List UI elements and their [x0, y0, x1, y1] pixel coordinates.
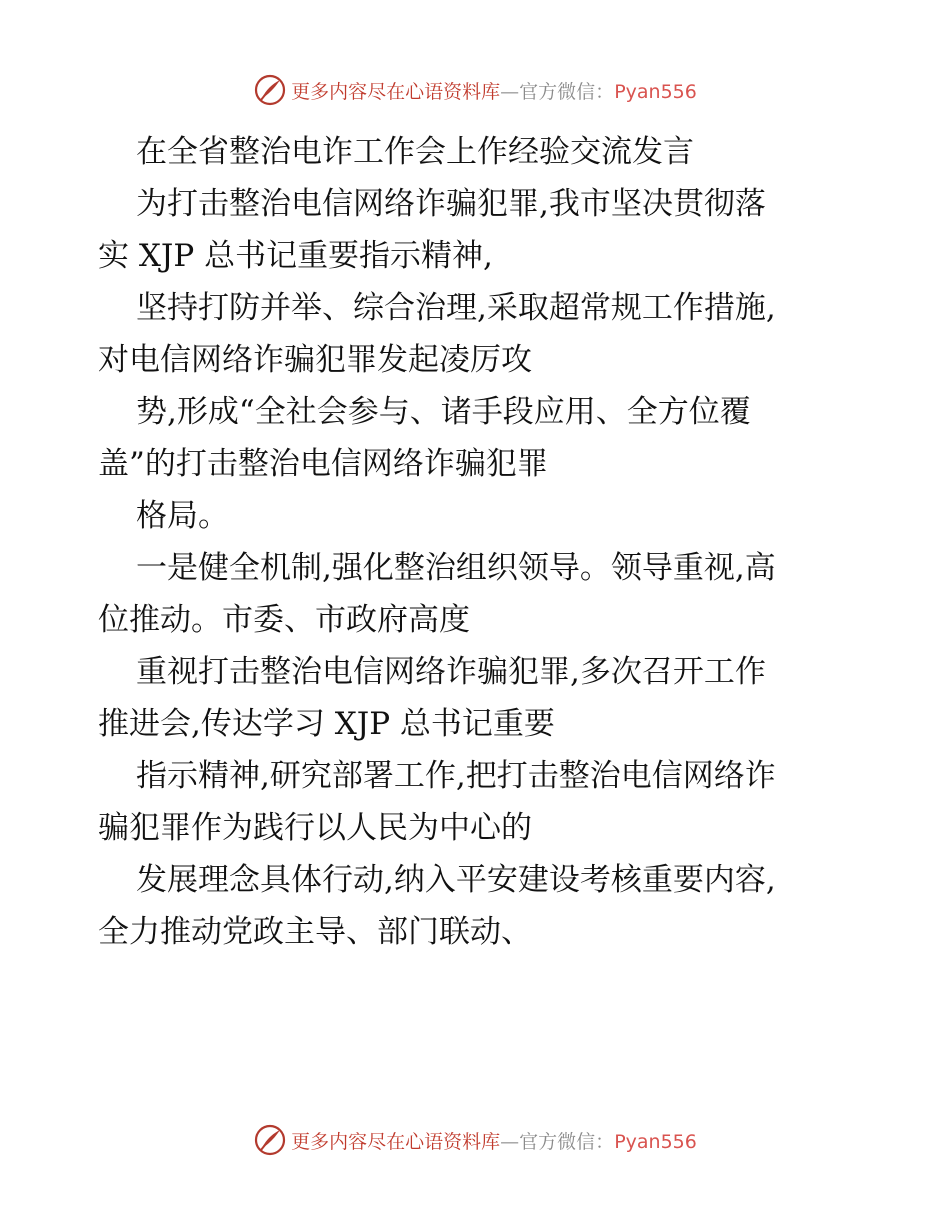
document-line: 重视打击整治电信网络诈骗犯罪,多次召开工作 — [136, 654, 766, 690]
document-line: 在全省整治电诈工作会上作经验交流发言 — [136, 134, 694, 170]
document-line: 盖”的打击整治电信网络诈骗犯罪 — [98, 446, 548, 482]
footer-banner — [0, 1120, 950, 1160]
document-line: 实 XJP 总书记重要指示精神, — [98, 238, 493, 274]
document-line: 推进会,传达学习 XJP 总书记重要 — [98, 706, 555, 742]
banner-official-label: 官方微信： — [519, 1130, 615, 1153]
document-line: 发展理念具体行动,纳入平安建设考核重要内容, — [136, 862, 776, 898]
banner-wechat-id: Pyan556 — [614, 1130, 697, 1153]
banner-text — [291, 1127, 697, 1154]
document-line: 势,形成“全社会参与、诸手段应用、全方位覆 — [136, 394, 751, 430]
document-line: 坚持打防并举、综合治理,采取超常规工作措施, — [136, 290, 776, 326]
banner-dash: — — [500, 1130, 520, 1153]
quill-pen-logo-icon — [253, 73, 287, 107]
banner-text — [291, 77, 697, 104]
document-line: 全力推动党政主导、部门联动、 — [98, 914, 532, 950]
document-line: 对电信网络诈骗犯罪发起凌厉攻 — [98, 342, 532, 378]
document-line: 指示精神,研究部署工作,把打击整治电信网络诈 — [136, 758, 776, 794]
document-line: 为打击整治电信网络诈骗犯罪,我市坚决贯彻落 — [136, 186, 766, 222]
quill-pen-logo-icon — [253, 1123, 287, 1157]
document-body — [98, 126, 858, 958]
header-banner — [0, 70, 950, 110]
banner-wechat-id: Pyan556 — [614, 80, 697, 103]
banner-main-text: 更多内容尽在心语资料库 — [291, 1130, 501, 1153]
banner-main-text: 更多内容尽在心语资料库 — [291, 80, 501, 103]
banner-official-label: 官方微信： — [519, 80, 615, 103]
document-line: 骗犯罪作为践行以人民为中心的 — [98, 810, 532, 846]
banner-dash: — — [500, 80, 520, 103]
document-line: 一是健全机制,强化整治组织领导。领导重视,高 — [136, 550, 776, 586]
document-line: 位推动。市委、市政府高度 — [98, 602, 470, 638]
document-line: 格局。 — [136, 498, 229, 534]
